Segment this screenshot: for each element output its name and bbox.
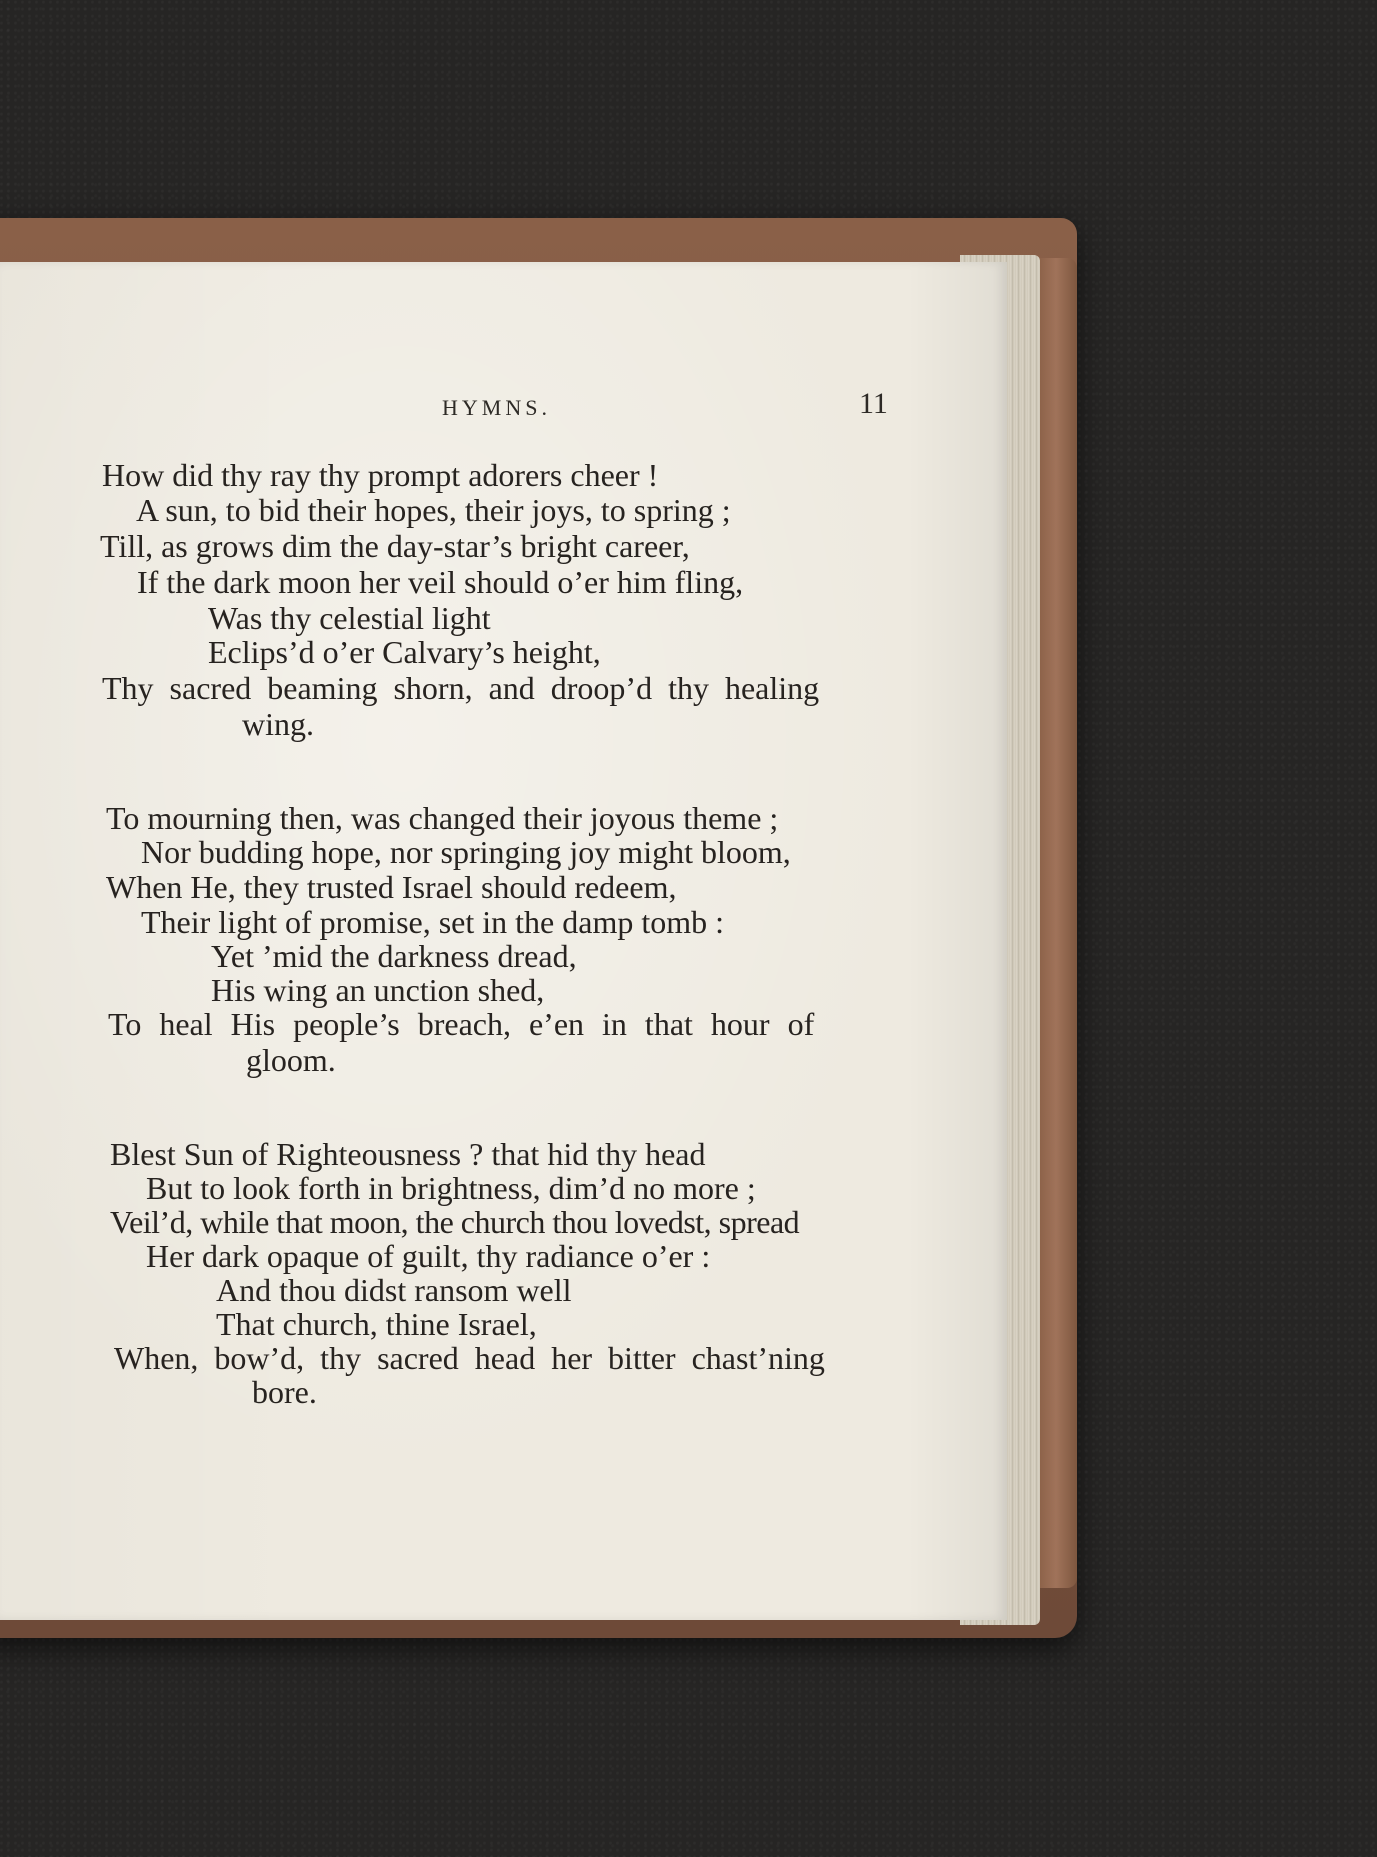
stanza-1-line-7: Thy sacred beaming shorn, and droop’d thy healing [102,670,820,706]
stanza-2-line-1: To mourning then, was changed their joyous theme ; [106,800,779,836]
cover-edge [1039,258,1077,1588]
stanza-3-line-3: Veil’d, while that moon, the church thou lovedst, spread [110,1204,800,1240]
stanza-3-line-4: Her dark opaque of guilt, thy radiance o’er : [146,1238,711,1274]
stanza-3-line-8: bore. [252,1374,317,1410]
stanza-1-line-5: Was thy celestial light [208,600,491,636]
stanza-1-line-6: Eclips’d o’er Calvary’s height, [208,634,601,670]
stanza-1-line-1: How did thy ray thy prompt adorers cheer ! [102,457,659,493]
stanza-1-line-8: wing. [242,706,314,742]
book-page [0,262,1007,1620]
running-head: HYMNS. [442,395,551,420]
stanza-3-line-5: And thou didst ransom well [216,1272,572,1308]
stanza-2-line-7: To heal His people’s breach, e’en in that hour of [108,1006,815,1042]
stanza-1-line-3: Till, as grows dim the day-star’s bright career, [100,528,690,564]
stanza-3-line-7: When, bow’d, thy sacred head her bitter chast’ning [114,1340,825,1376]
stanza-2-line-5: Yet ’mid the darkness dread, [211,938,577,974]
stanza-2-line-3: When He, they trusted Israel should redeem, [106,869,677,905]
stanza-2-line-2: Nor budding hope, nor springing joy might bloom, [141,834,791,870]
stanza-1-line-4: If the dark moon her veil should o’er him fling, [137,564,744,600]
stanza-2-line-4: Their light of promise, set in the damp tomb : [141,904,725,940]
stanza-1-line-2: A sun, to bid their hopes, their joys, to spring ; [136,492,731,528]
page-number: 11 [859,387,888,420]
stanza-2-line-6: His wing an unction shed, [211,972,545,1008]
stanza-2-line-8: gloom. [246,1042,336,1078]
stanza-3-line-1: Blest Sun of Righteousness ? that hid thy head [110,1136,706,1172]
stanza-3-line-2: But to look forth in brightness, dim’d no more ; [146,1170,756,1206]
stanza-3-line-6: That church, thine Israel, [216,1306,537,1342]
